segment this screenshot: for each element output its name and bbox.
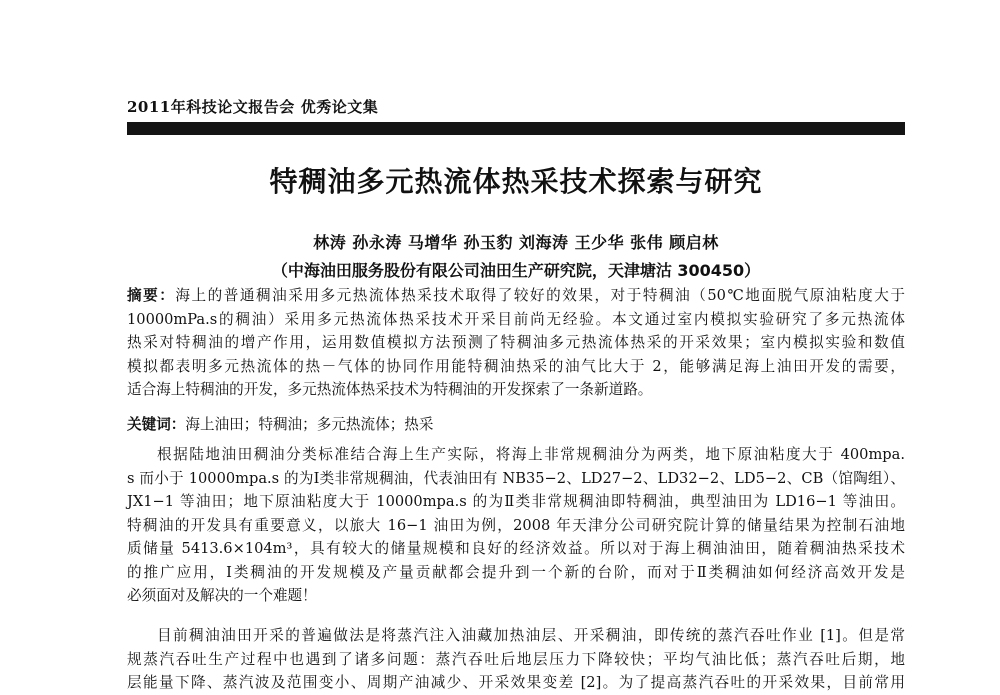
abstract-line: 适合海上特稠油的开发，多元热流体热采技术为特稠油的开发探索了一条新道路。 (127, 381, 653, 398)
paragraph-line: 质储量 5413.6×104m³，具有较大的储量规模和良好的经济效益。所以对于海上稠油油田，随着稠油热采技术 (127, 540, 905, 557)
body-paragraph-2 (127, 624, 905, 695)
keywords-label: 关键词： (127, 416, 186, 433)
paragraph-line: 特稠油的开发具有重要意义，以旅大 16−1 油田为例，2008 年天津分公司研究院计算的储量结果为控制石油地 (127, 516, 905, 534)
abstract (127, 284, 905, 402)
paper-title: 特稠油多元热流体热采技术探索与研究 (269, 165, 763, 198)
running-header (127, 96, 378, 117)
affiliation: （中海油田服务股份有限公司油田生产研究院，天津塘沽 300450） (271, 261, 761, 280)
paragraph-line: 规蒸汽吞吐生产过程中也遇到了诸多问题：蒸汽吞吐后地层压力下降较快；平均气油比低；蒸汽吞吐后期，地 (127, 650, 905, 668)
keywords (127, 413, 905, 437)
author-list: 林涛 孙永涛 马增华 孙玉豹 刘海涛 王少华 张伟 顾启林 (313, 233, 719, 252)
collection-label: 优秀论文集 (300, 98, 379, 116)
abstract-line: 10000mPa.s的稠油）采用多元热流体热采技术开采目前尚无经验。本文通过室内模拟实验研究了多元热流体 (127, 310, 905, 328)
series-label: 2011年科技论文报告会 (127, 98, 295, 116)
paragraph-line: s 而小于 10000mpa.s 的为Ⅰ类非常规稠油，代表油田有 NB35−2、LD27−2、LD32−2、LD5−2、CB（馆陶组）、 (127, 469, 905, 487)
paragraph-line: JX1−1 等油田；地下原油粘度大于 10000mpa.s 的为Ⅱ类非常规稠油即特稠油，典型油田为 LD16−1 等油田。 (127, 493, 905, 510)
keywords-text: 海上油田；特稠油；多元热流体；热采 (185, 416, 434, 433)
abstract-line: 摘要：海上的普通稠油采用多元热流体热采技术取得了较好的效果，对于特稠油（50℃地面脱气原油粘度大于 (127, 287, 905, 304)
body-paragraph-1 (127, 443, 905, 608)
paragraph-line: 目前稠油油田开采的普遍做法是将蒸汽注入油藏加热油层、开采稠油，即传统的蒸汽吞吐作业 [1]。但是常 (157, 627, 905, 644)
paragraph-line: 的推广应用，Ⅰ类稠油的开发规模及产量贡献都会提升到一个新的台阶，而对于Ⅱ类稠油如何经济高效开发是 (127, 563, 905, 581)
abstract-line: 热采对特稠油的增产作用，运用数值模拟方法预测了特稠油多元热流体热采的开采效果；室内模拟实验和数值 (127, 334, 905, 351)
paragraph-line: 必须面对及解决的一个难题！ (127, 587, 317, 604)
paragraph-line: 根据陆地油田稠油分类标准结合海上生产实际，将海上非常规稠油分为两类，地下原油粘度大于 400mpa. (157, 446, 905, 463)
abstract-label: 摘要： (127, 287, 176, 304)
abstract-line: 模拟都表明多元热流体的热－气体的协同作用能特稠油热采的油气比大于 2，能够满足海上油田开发的需要， (127, 357, 905, 375)
paragraph-line: 层能量下降、蒸汽波及范围变小、周期产油减少、开采效果变差 [2]。为了提高蒸汽吞吐的开采效果，目前常用 (127, 674, 905, 691)
header-rule (127, 122, 905, 135)
